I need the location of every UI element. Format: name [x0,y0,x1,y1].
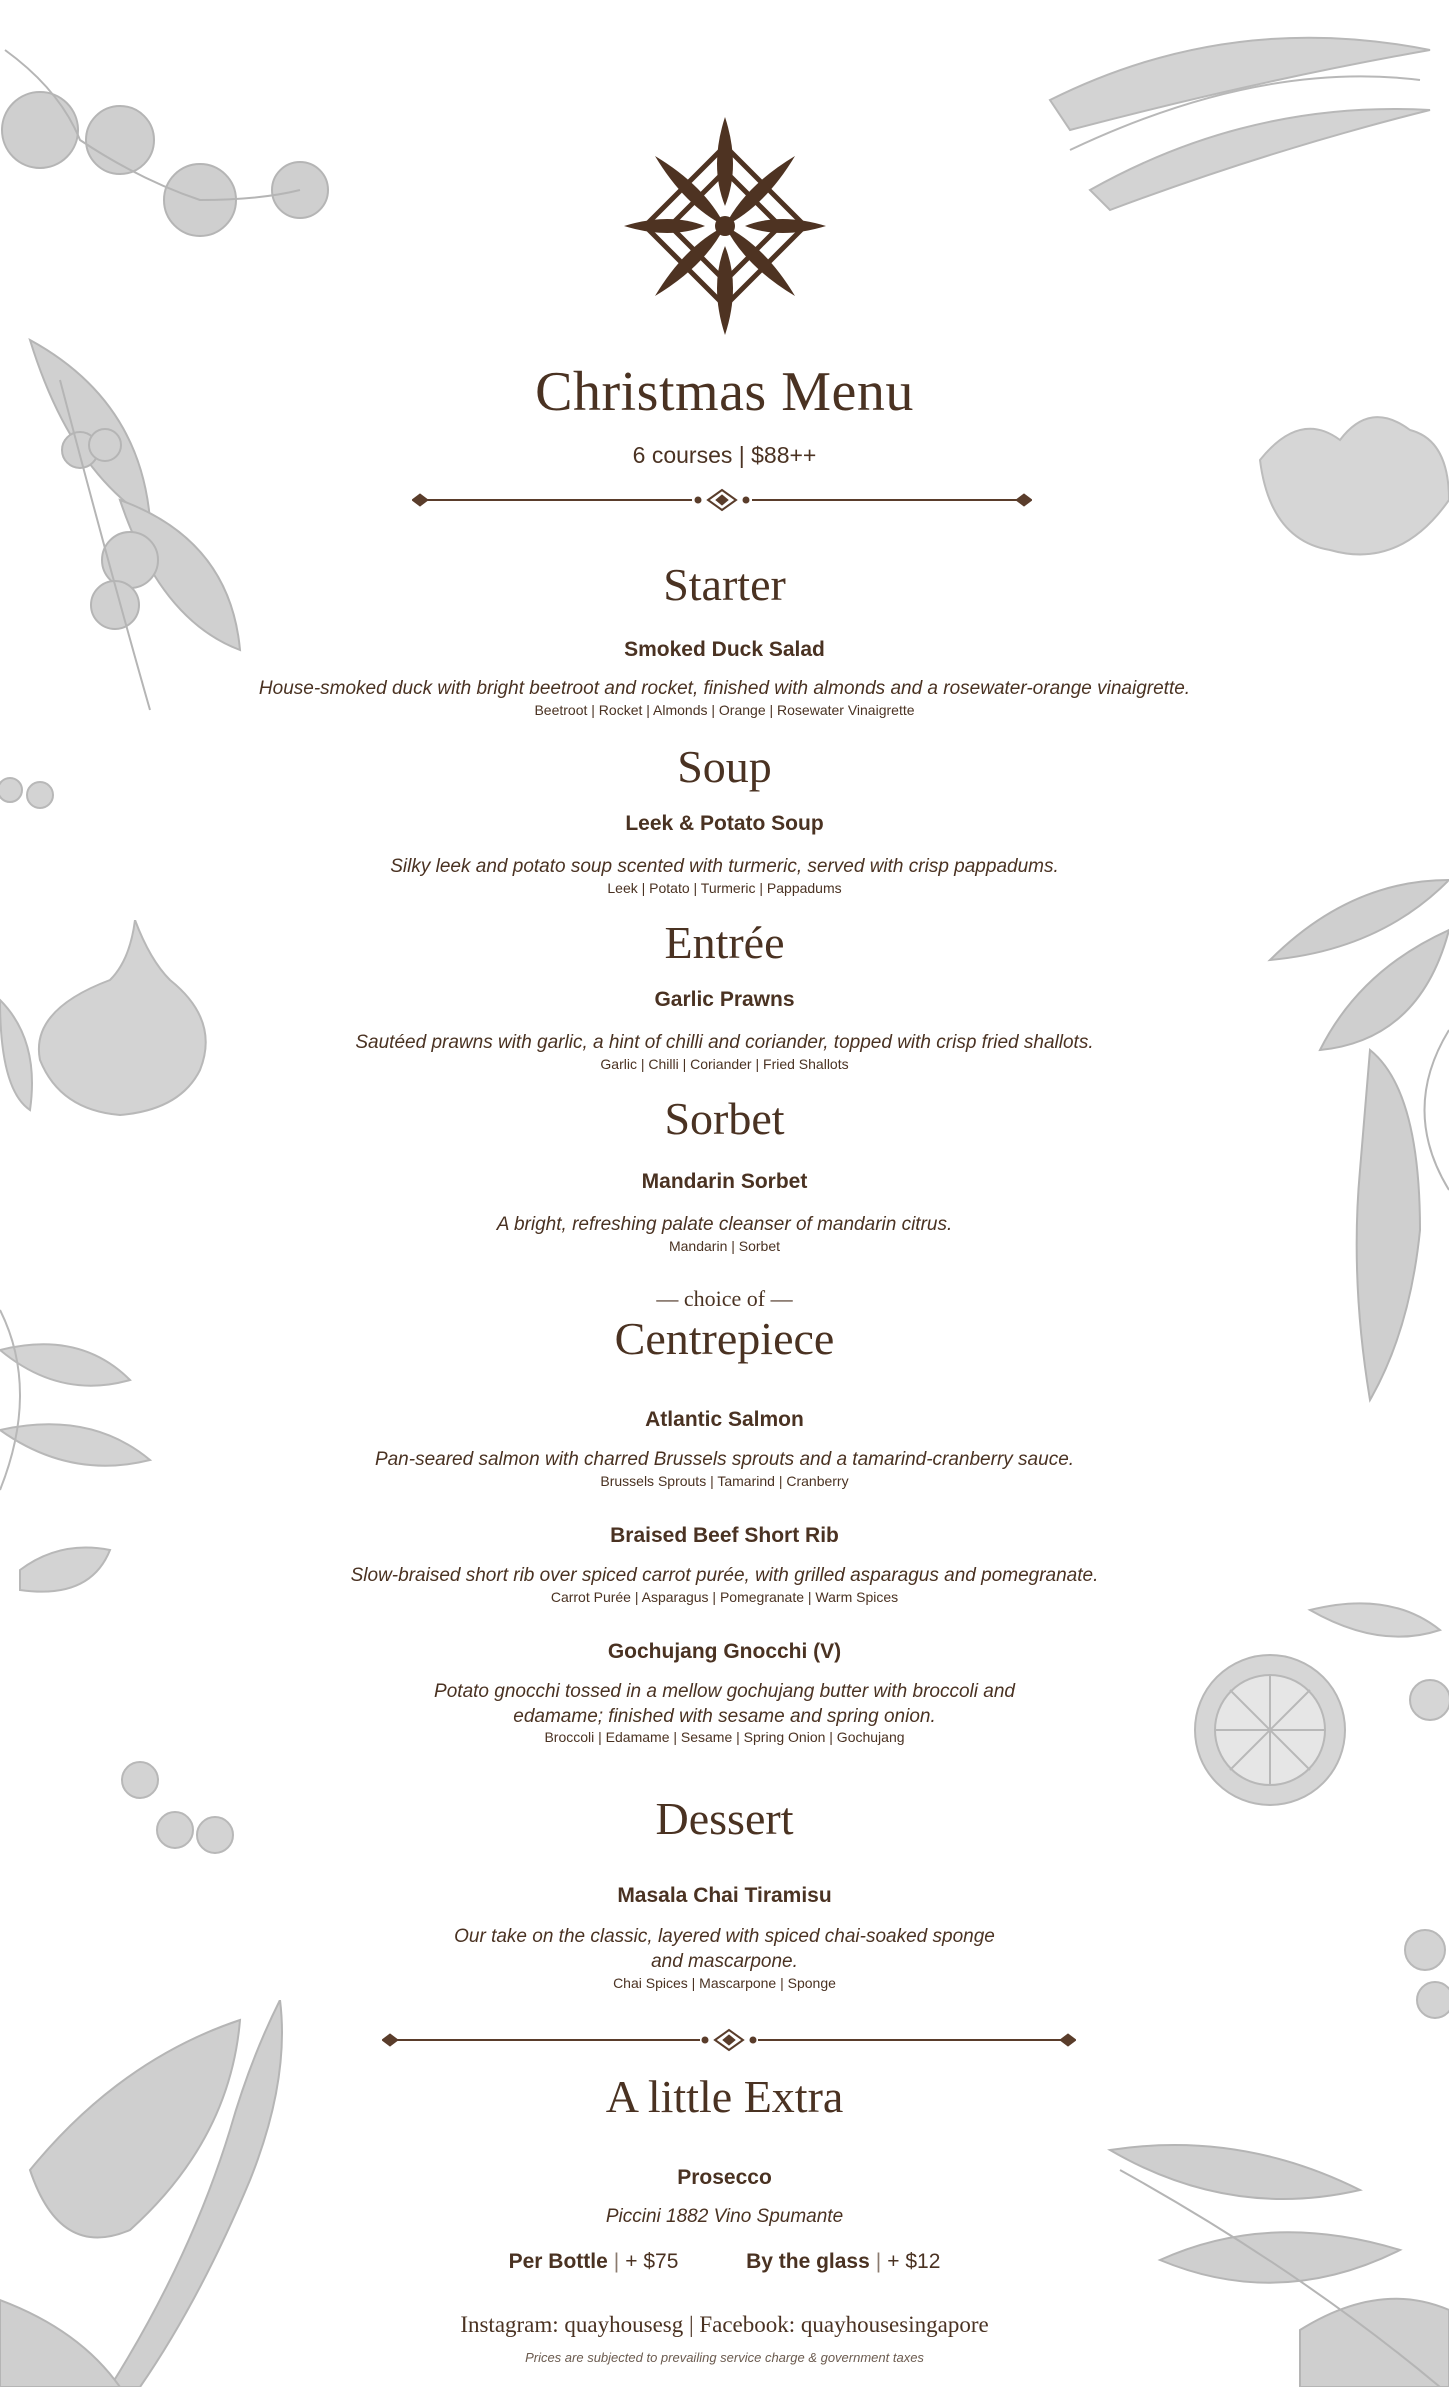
menu-title: Christmas Menu [535,361,914,423]
course-heading-starter: Starter [663,559,786,610]
dish-description-sorbet: A bright, refreshing palate cleanser of mandarin citrus. [496,1214,953,1235]
dish-ingredients-salmon: Brussels Sprouts | Tamarind | Cranberry [600,1473,849,1489]
dish-name-sorbet: Mandarin Sorbet [641,1170,808,1193]
dish-description-entree: Sautéed prawns with garlic, a hint of chilli and coriander, topped with crisp fried shallots. [355,1032,1094,1053]
course-heading-centrepiece: Centrepiece [614,1313,835,1364]
divider-ornament-icon [382,2028,1076,2052]
menu-subtitle: 6 courses | $88++ [632,442,817,468]
extra-heading: A little Extra [605,2071,844,2122]
course-heading-sorbet: Sorbet [664,1093,785,1144]
dish-description-soup: Silky leek and potato soup scented with turmeric, served with crisp pappadums. [390,856,1059,877]
divider-ornament-icon [412,488,1032,512]
dish-ingredients-starter: Beetroot | Rocket | Almonds | Orange | Rosewater Vinaigrette [534,702,915,718]
dish-ingredients-dessert: Chai Spices | Mascarpone | Sponge [613,1975,836,1991]
dish-description-starter: House-smoked duck with bright beetroot and rocket, finished with almonds and a rosewater-orange vinaigrette. [258,678,1191,699]
extra-dish-description: Piccini 1882 Vino Spumante [605,2206,844,2227]
dish-description-gnocchi-line1: Potato gnocchi tossed in a mellow gochujang butter with broccoli and [434,1681,1015,1702]
dish-description-dessert-line2: and mascarpone. [651,1951,798,1972]
course-heading-dessert: Dessert [655,1793,794,1844]
botanical-illustration-ginger [1250,400,1449,580]
price-separator: | [875,2250,882,2273]
dish-name-starter: Smoked Duck Salad [624,638,825,661]
dish-name-short-rib: Braised Beef Short Rib [610,1524,839,1547]
dish-description-dessert-line1: Our take on the classic, layered with spiced chai-soaked sponge [454,1926,995,1947]
price-separator: | [613,2250,620,2273]
dish-ingredients-short-rib: Carrot Purée | Asparagus | Pomegranate | Warm Spices [550,1589,899,1605]
per-bottle-price: + $75 [625,2250,679,2273]
by-glass-label: By the glass [746,2250,870,2273]
botanical-illustration-top-right [1030,20,1449,220]
dish-ingredients-sorbet: Mandarin | Sorbet [668,1238,781,1254]
extra-dish-name: Prosecco [677,2166,772,2189]
dish-name-salmon: Atlantic Salmon [645,1408,804,1431]
course-heading-entree: Entrée [664,917,785,968]
per-bottle-label: Per Bottle [508,2250,608,2273]
dish-name-gnocchi: Gochujang Gnocchi (V) [607,1640,842,1663]
dish-ingredients-gnocchi: Broccoli | Edamame | Sesame | Spring Onion | Gochujang [544,1729,905,1745]
social-links: Instagram: quayhousesg | Facebook: quayhousesingapore [460,2312,989,2337]
choice-of-label: — choice of — [656,1286,793,1311]
dish-description-gnocchi-line2: edamame; finished with sesame and spring onion. [513,1706,936,1727]
course-heading-soup: Soup [677,741,772,792]
by-glass-price: + $12 [887,2250,941,2273]
ornament-logo-icon [624,117,826,335]
dish-ingredients-entree: Garlic | Chilli | Coriander | Fried Shallots [600,1056,849,1072]
dish-name-soup: Leek & Potato Soup [625,812,824,835]
dish-name-dessert: Masala Chai Tiramisu [617,1884,832,1907]
dish-description-short-rib: Slow-braised short rib over spiced carrot purée, with grilled asparagus and pomegranate. [350,1565,1099,1586]
dish-name-entree: Garlic Prawns [654,988,795,1011]
extra-price-row [0,2250,1449,2274]
dish-ingredients-soup: Leek | Potato | Turmeric | Pappadums [607,880,842,896]
botanical-illustration-top-left [0,30,330,290]
dish-description-salmon: Pan-seared salmon with charred Brussels sprouts and a tamarind-cranberry sauce. [374,1449,1075,1470]
tax-note: Prices are subjected to prevailing service charge & government taxes [525,2350,924,2365]
